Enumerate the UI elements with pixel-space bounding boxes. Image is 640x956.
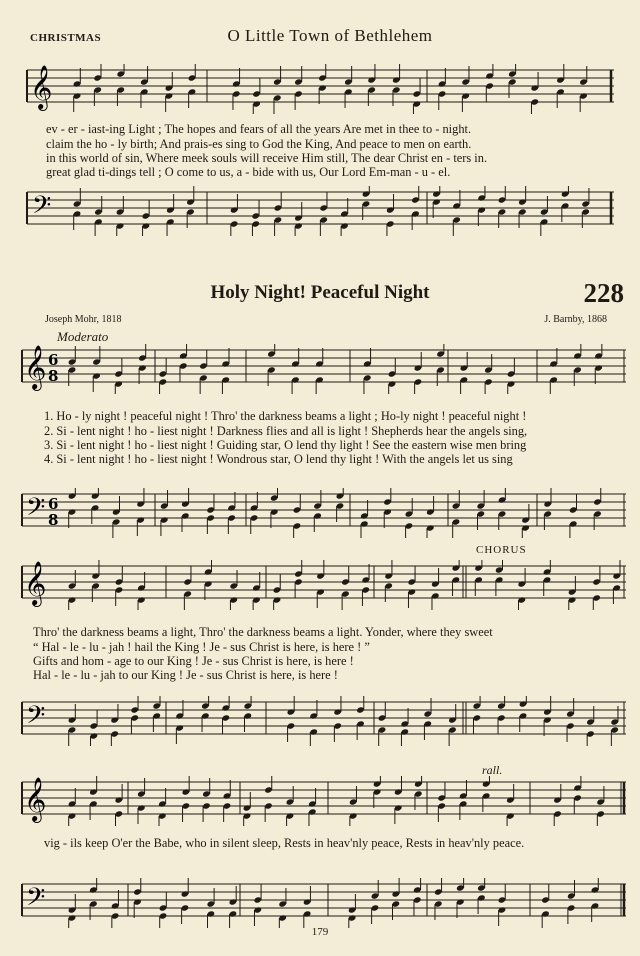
section-label: CHRISTMAS <box>30 32 102 44</box>
prev-verse-4: great glad ti-dings tell ; O come to us, a - bide with us, Our Lord Em-man - u - el. <box>46 165 451 179</box>
svg-text:𝄢: 𝄢 <box>26 493 46 528</box>
s2-verse-4: Hal - le - lu - jah to our King ! Je - sus Christ is here, is here ! <box>33 668 338 682</box>
tempo-marking: Moderato <box>57 329 109 344</box>
hymn-number: 228 <box>583 278 624 308</box>
chorus-label: CHORUS <box>476 544 527 556</box>
svg-text:8: 8 <box>48 367 59 385</box>
s1-treble-staff <box>0 344 640 394</box>
rall-marking: rall. <box>482 763 503 777</box>
s3-bass-staff <box>0 878 640 928</box>
prev-verse-1: ev - er - iast-ing Light ; The hopes and fears of all the years Are met in thee to - night. <box>46 122 472 136</box>
svg-text:𝄢: 𝄢 <box>26 883 46 918</box>
prev-verse-3: in this world of sin, Where meek souls will receive Him still, The dear Christ en - ters in. <box>46 151 488 165</box>
svg-text:𝄞: 𝄞 <box>30 65 53 109</box>
composer-credit: J. Barnby, 1868 <box>544 314 607 325</box>
svg-text:6: 6 <box>48 351 59 369</box>
svg-text:𝄞: 𝄞 <box>24 777 47 821</box>
svg-text:8: 8 <box>48 511 59 529</box>
svg-text:𝄢: 𝄢 <box>26 701 46 736</box>
author-credit: Joseph Mohr, 1818 <box>45 314 122 325</box>
s2-bass-staff <box>0 696 640 746</box>
prev-bass-staff <box>0 186 640 236</box>
s1-verse-3: 3. Si - lent night ! ho - liest night ! Guiding star, O lend thy light ! See the eastern wise men bring <box>44 438 527 452</box>
s3-treble-staff <box>0 776 640 826</box>
svg-text:𝄞: 𝄞 <box>24 345 47 389</box>
s1-verse-1: 1. Ho - ly night ! peaceful night ! Thro' the darkness beams a light ; Ho-ly night ! peaceful night ! <box>44 409 527 423</box>
prev-treble-staff <box>0 64 640 114</box>
s2-verse-2: “ Hal - le - lu - jah ! hail the King ! Je - sus Christ is here, is here ! ” <box>33 640 370 654</box>
s2-verse-3: Gifts and hom - age to our King ! Je - sus Christ is here, is here ! <box>33 654 354 668</box>
s2-verse-1: Thro' the darkness beams a light, Thro' the darkness beams a light. Yonder, where they sweet <box>33 625 493 639</box>
s1-bass-staff <box>0 488 640 538</box>
hymn-title: Holy Night! Peaceful Night <box>210 282 430 303</box>
svg-text:6: 6 <box>48 495 59 513</box>
svg-text:𝄢: 𝄢 <box>32 191 52 226</box>
s1-verse-2: 2. Si - lent night ! ho - liest night ! Darkness flies and all is light ! Shepherds hear the angels sing, <box>44 424 528 438</box>
s2-treble-staff <box>0 560 640 610</box>
prev-verse-2: claim the ho - ly birth; And prais-es sing to God the King, And peace to men on earth. <box>46 137 472 151</box>
previous-hymn-title: O Little Town of Bethlehem <box>227 26 433 45</box>
prev-treble-notes <box>73 64 588 114</box>
s3-verse-1: vig - ils keep O'er the Babe, who in silent sleep, Rests in heav'nly peace, Rests in heav'nly peace. <box>44 836 525 850</box>
page-number: 179 <box>311 926 329 938</box>
svg-text:𝄞: 𝄞 <box>24 561 47 605</box>
s1-verse-4: 4. Si - lent night ! ho - liest night ! Wondrous star, O lend thy light ! With the angels let us sing <box>44 452 513 466</box>
